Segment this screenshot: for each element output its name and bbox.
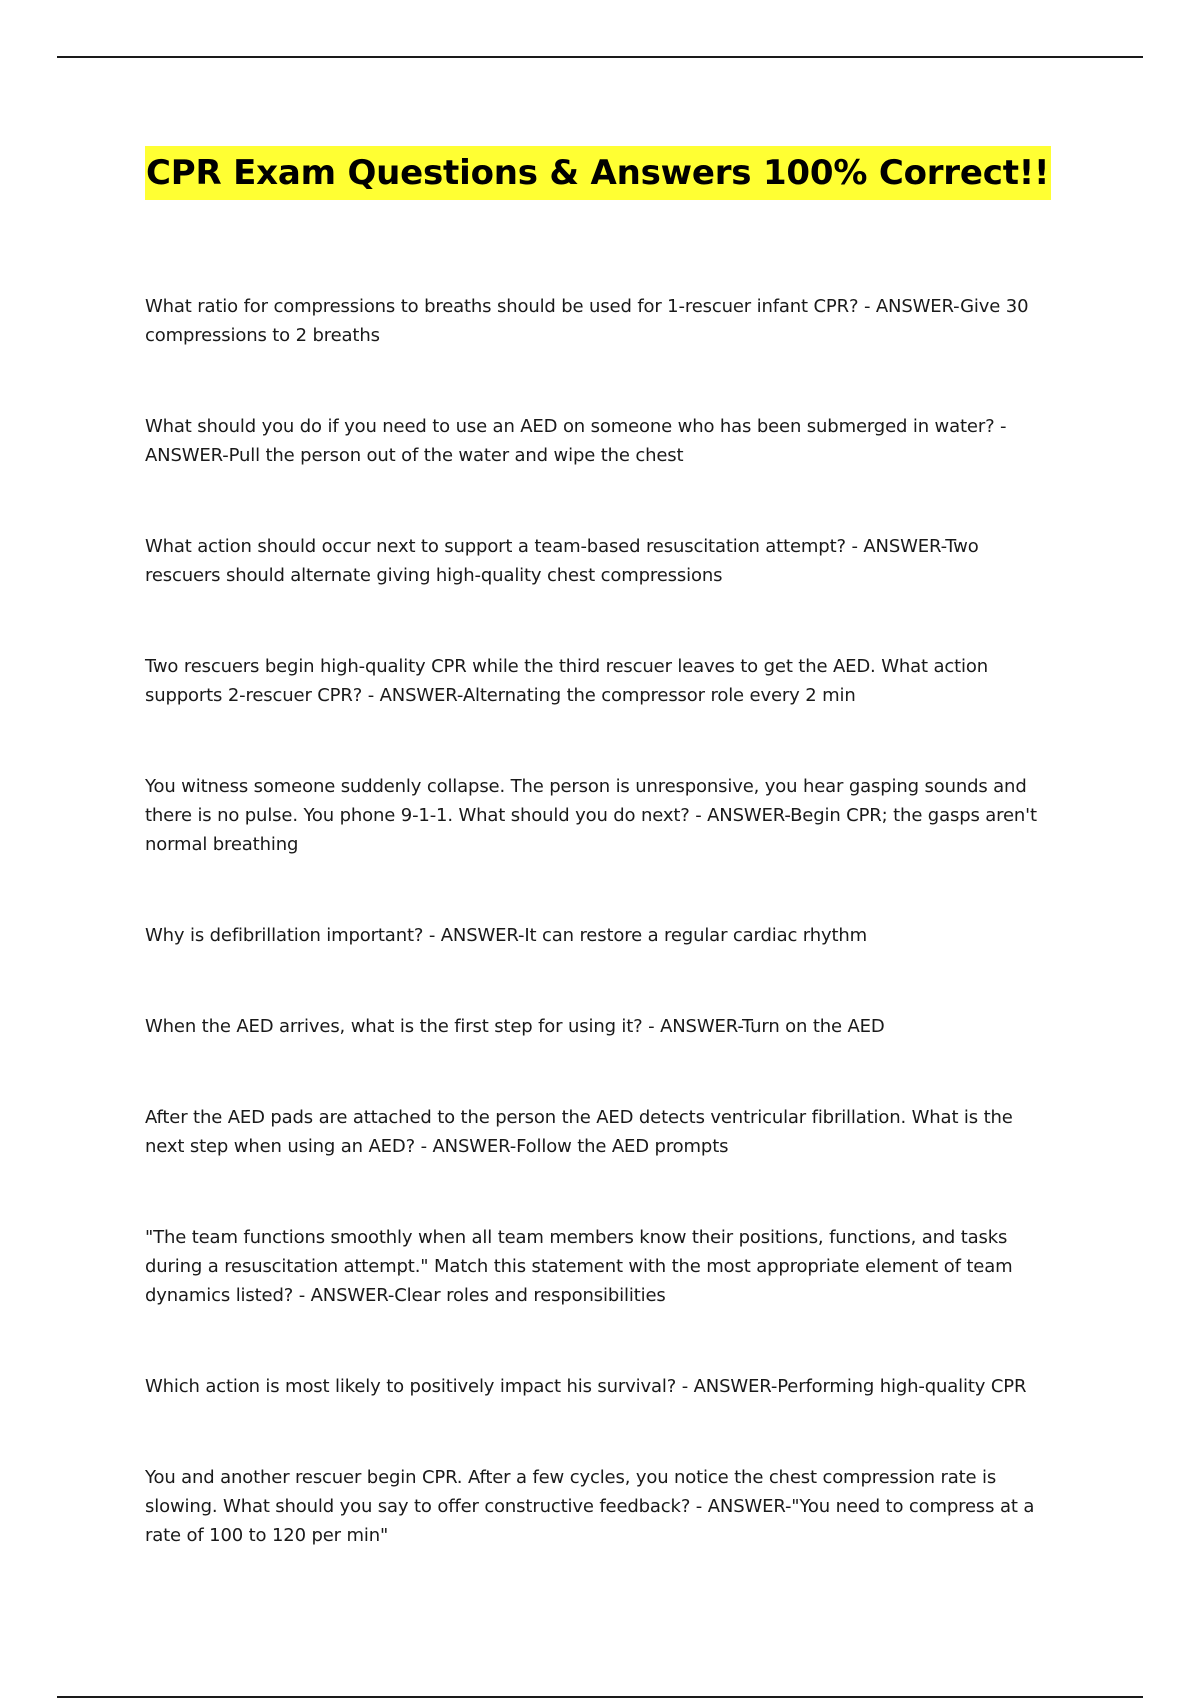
qa-item-5: You witness someone suddenly collapse. The person is unresponsive, you hear gasping sounds and there is no pulse. You phone 9-1-1. What should you do next? - ANSWER-Begin CPR; the gasps aren't normal breathing xyxy=(145,776,1037,855)
qa-item-6: Why is defibrillation important? - ANSWER-It can restore a regular cardiac rhythm xyxy=(145,925,868,946)
qa-item-2: What should you do if you need to use an AED on someone who has been submerged in water? - ANSWER-Pull the person out of the water and wipe the chest xyxy=(145,416,1007,466)
document-title: CPR Exam Questions & Answers 100% Correct!! xyxy=(145,146,1051,200)
page-top-rule xyxy=(57,56,1143,58)
qa-item-9: "The team functions smoothly when all team members know their positions, functions, and tasks during a resuscitation attempt." Match this statement with the most appropriate element of team dynamics listed? - ANSWER-Clear roles and responsibilities xyxy=(145,1227,1013,1306)
qa-item-3: What action should occur next to support a team-based resuscitation attempt? - ANSWER-Two rescuers should alternate giving high-quality chest compressions xyxy=(145,536,979,586)
qa-item-8: After the AED pads are attached to the person the AED detects ventricular fibrillation. What is the next step when using an AED? - ANSWER-Follow the AED prompts xyxy=(145,1107,1013,1157)
qa-item-11: You and another rescuer begin CPR. After a few cycles, you notice the chest compression rate is slowing. What should you say to offer constructive feedback? - ANSWER-"You need to compress at a rate of 100 to 120 per min" xyxy=(145,1467,1035,1546)
qa-item-7: When the AED arrives, what is the first step for using it? - ANSWER-Turn on the AED xyxy=(145,1016,885,1037)
qa-item-10: Which action is most likely to positively impact his survival? - ANSWER-Performing high-quality CPR xyxy=(145,1376,1027,1397)
page-bottom-rule xyxy=(57,1696,1143,1698)
qa-item-4: Two rescuers begin high-quality CPR while the third rescuer leaves to get the AED. What action supports 2-rescuer CPR? - ANSWER-Alternating the compressor role every 2 min xyxy=(145,656,988,706)
qa-item-1: What ratio for compressions to breaths should be used for 1-rescuer infant CPR? - ANSWER-Give 30 compressions to 2 breaths xyxy=(145,296,1029,346)
title-block xyxy=(145,146,1051,200)
qa-list xyxy=(145,292,1055,1612)
